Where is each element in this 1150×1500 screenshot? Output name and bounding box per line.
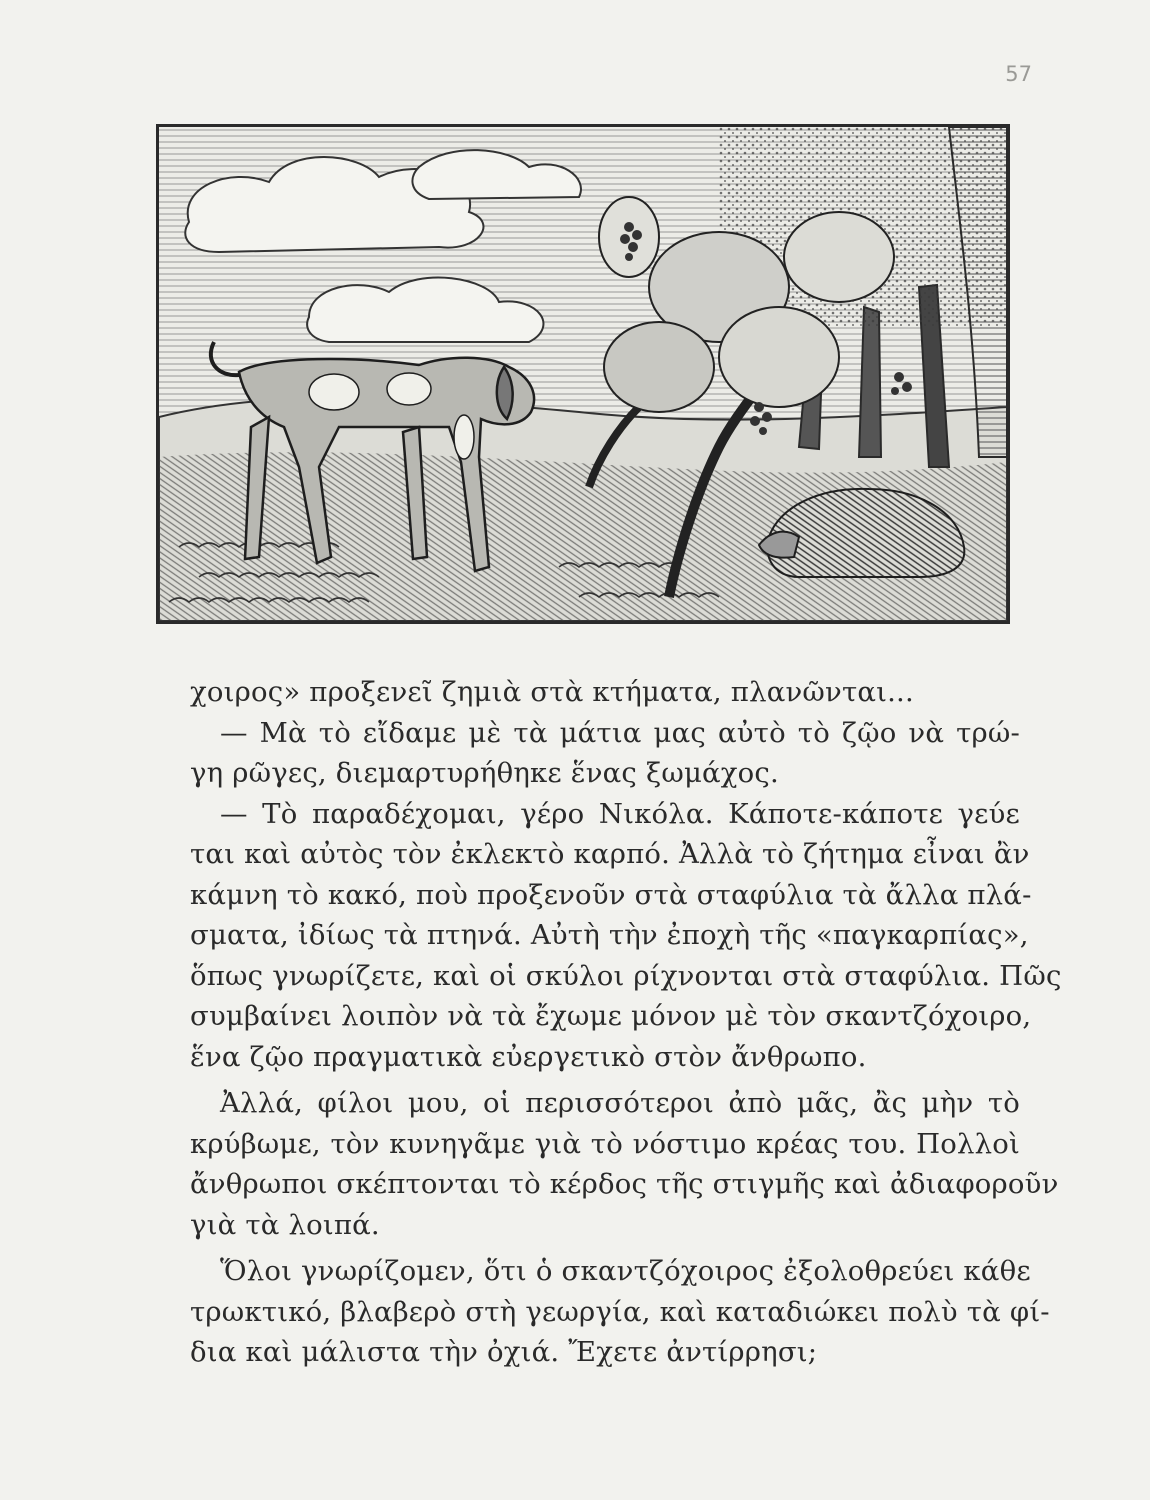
text-line: σματα, ἰδίως τὰ πτηνά. Αὐτὴ τὴν ἐποχὴ τῆς «παγκαρπίας», — [190, 919, 1029, 951]
text-line: γη ρῶγες, διεμαρτυρήθηκε ἕνας ξωμάχος. — [190, 757, 779, 789]
text-line: γιὰ τὰ λοιπά. — [190, 1208, 380, 1241]
text-line: συμβαίνει λοιπὸν νὰ τὰ ἔχωμε μόνον μὲ τὸν σκαντζόχοιρο, — [190, 1000, 1032, 1032]
text-line: κάμνη τὸ κακό, ποὺ προξενοῦν στὰ σταφύλια τὰ ἄλλα πλά- — [190, 878, 1032, 911]
text-line: — Μὰ τὸ εἴδαμε μὲ τὰ μάτια μας αὐτὸ τὸ ζῷο νὰ τρώ- — [220, 716, 1020, 749]
text-line: δια καὶ μάλιστα τὴν ὀχιά. Ἔχετε ἀντίρρησι; — [190, 1336, 818, 1368]
text-line: ἕνα ζῷο πραγματικὰ εὐεργετικὸ στὸν ἄνθρωπο. — [190, 1040, 867, 1073]
text-line: Ἀλλά, φίλοι μου, οἱ περισσότεροι ἀπὸ μᾶς, ἂς μὴν τὸ — [220, 1087, 1020, 1119]
text-line: χοιρος» προξενεῖ ζημιὰ στὰ κτήματα, πλανῶνται... — [190, 676, 914, 708]
woodcut-illustration — [156, 124, 1010, 624]
text-line: ἄνθρωποι σκέπτονται τὸ κέρδος τῆς στιγμῆς καὶ ἀδιαφοροῦν — [190, 1168, 1059, 1200]
text-line: — Τὸ παραδέχομαι, γέρο Νικόλα. Κάποτε-κάποτε γεύε — [220, 797, 1020, 830]
page-number: 57 — [1005, 62, 1032, 86]
text-line: τρωκτικό, βλαβερὸ στὴ γεωργία, καὶ καταδιώκει πολὺ τὰ φί- — [190, 1295, 1050, 1328]
text-line: Ὅλοι γνωρίζομεν, ὅτι ὁ σκαντζόχοιρος ἐξολοθρεύει κάθε — [220, 1255, 1031, 1287]
illustration-drawing — [159, 127, 1007, 621]
text-line: κρύβωμε, τὸν κυνηγᾶμε γιὰ τὸ νόστιμο κρέας του. Πολλοὶ — [190, 1127, 1020, 1160]
text-line: ται καὶ αὐτὸς τὸν ἐκλεκτὸ καρπό. Ἀλλὰ τὸ ζήτημα εἶναι ἂν — [190, 838, 1030, 870]
text-line: ὅπως γνωρίζετε, καὶ οἱ σκύλοι ρίχνονται στὰ σταφύλια. Πῶς — [190, 959, 1062, 992]
body-text — [190, 672, 1062, 1373]
